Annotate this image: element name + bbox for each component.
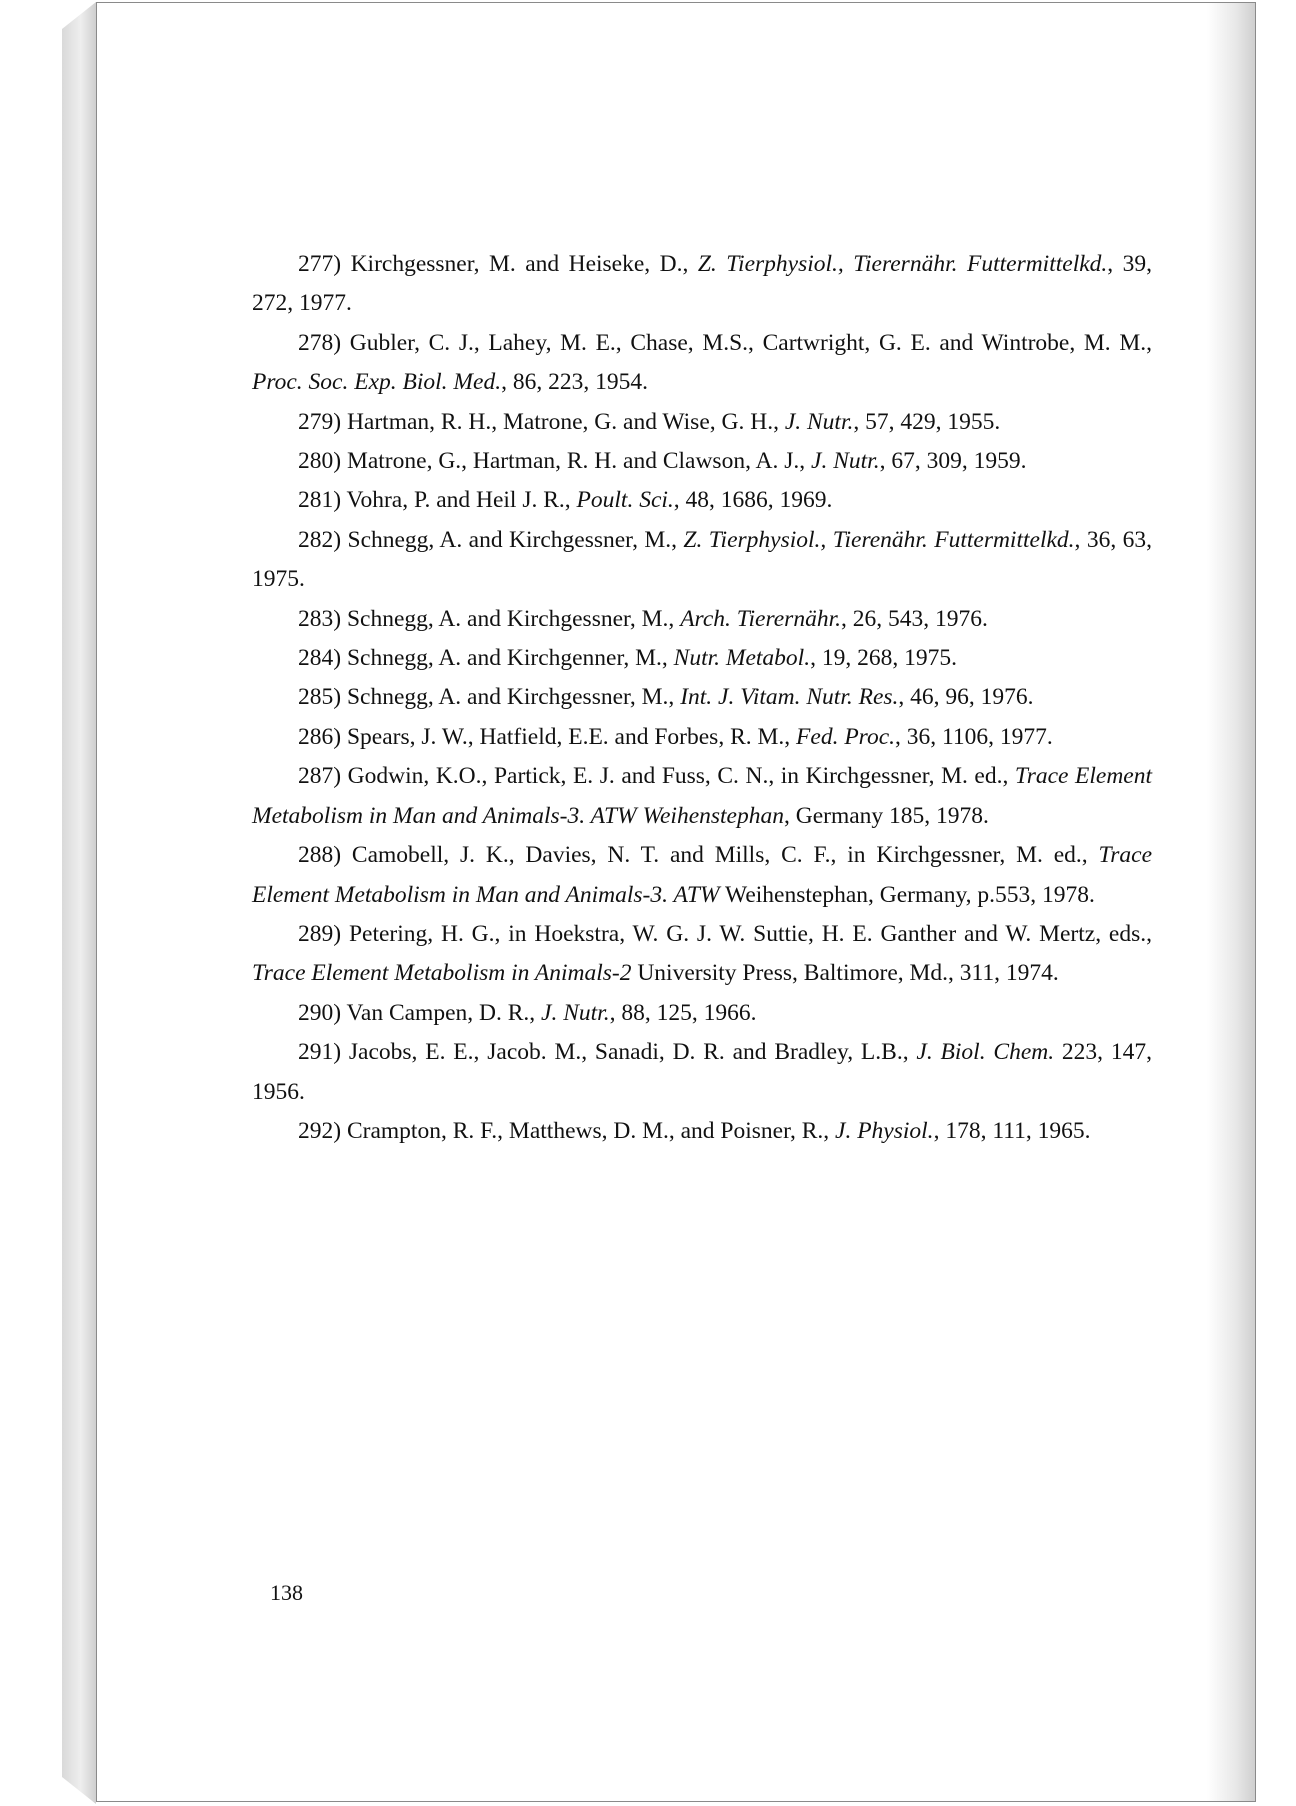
journal-title: Fed. Proc. — [796, 723, 895, 750]
reference-text: , 36, 63, 1975. — [252, 526, 1153, 593]
reference-text: Spears, J. W., Hatfield, E.E. and Forbes, R. M., — [346, 723, 797, 750]
reference-entry — [252, 915, 1152, 994]
journal-title: Trace Element Metabolism in Man and Animals-3. ATW Weihenstephan — [252, 763, 1153, 829]
journal-title: J. Physiol. — [835, 1117, 934, 1144]
reference-entry — [252, 757, 1152, 836]
reference-text: Schnegg, A. and Kirchgessner, M., — [347, 526, 684, 553]
reference-text: , 67, 309, 1959. — [879, 448, 1027, 475]
reference-text: Kirchgessner, M. and Heiseke, D., — [350, 251, 698, 277]
journal-title: Proc. Soc. Exp. Biol. Med. — [252, 369, 502, 396]
reference-text: Hartman, R. H., Matrone, G. and Wise, G. H., — [346, 408, 785, 435]
reference-text: , 86, 223, 1954. — [501, 369, 648, 396]
reference-text: Schnegg, A. and Kirchgessner, M., — [346, 684, 681, 711]
reference-text: Petering, H. G., in Hoekstra, W. G. J. W. Suttie, H. E. Ganther and W. Mertz, eds., — [348, 920, 1153, 947]
reference-text: , Germany 185, 1978. — [784, 802, 989, 829]
reference-number: 279) — [298, 408, 342, 435]
reference-text: , 39, 272, 1977. — [252, 251, 1153, 317]
reference-text: Vohra, P. and Heil J. R., — [346, 487, 577, 514]
reference-text: Matrone, G., Hartman, R. H. and Clawson, A. J., — [346, 448, 812, 475]
reference-number: 282) — [298, 526, 342, 553]
journal-title: J. Nutr. — [811, 448, 880, 475]
reference-entry — [252, 245, 1152, 324]
reference-text: , 19, 268, 1975. — [810, 645, 957, 672]
reference-list — [252, 245, 1152, 1151]
journal-title: Trace Element Metabolism in Animals-2 — [252, 960, 632, 987]
reference-text: , 88, 125, 1966. — [609, 999, 757, 1026]
reference-entry — [252, 678, 1152, 717]
reference-entry — [252, 600, 1152, 639]
journal-title: Arch. Tierernähr. — [680, 605, 841, 632]
journal-title: Trace Element Metabolism in Man and Animals-3. ATW — [252, 842, 1153, 908]
journal-title: Nutr. Metabol. — [673, 645, 811, 672]
journal-title: J. Nutr. — [541, 999, 610, 1026]
reference-number: 290) — [298, 999, 342, 1026]
reference-entry — [252, 994, 1152, 1033]
reference-number: 278) — [298, 329, 342, 356]
reference-number: 286) — [298, 723, 342, 750]
reference-text: Crampton, R. F., Matthews, D. M., and Poisner, R., — [346, 1117, 836, 1144]
reference-text: Godwin, K.O., Partick, E. J. and Fuss, C. N., in Kirchgessner, M. ed., — [347, 763, 1015, 790]
journal-title: Z. Tierphysiol., Tierernähr. Futtermittelkd. — [697, 251, 1108, 277]
reference-number: 289) — [298, 920, 342, 947]
reference-text: Gubler, C. J., Lahey, M. E., Chase, M.S., Cartwright, G. E. and Wintrobe, M. M., — [349, 329, 1152, 356]
reference-number: 283) — [298, 605, 342, 632]
reference-text: Weihenstephan, Germany, p.553, 1978. — [719, 881, 1095, 908]
book-spine-edge — [62, 2, 96, 1804]
reference-entry — [252, 403, 1152, 442]
journal-title: Z. Tierphysiol., Tierenähr. Futtermittelkd. — [683, 526, 1075, 553]
reference-text: Jacobs, E. E., Jacob. M., Sanadi, D. R. and Bradley, L.B., — [348, 1039, 917, 1066]
reference-entry — [252, 521, 1152, 600]
journal-title: J. Nutr. — [784, 408, 854, 435]
reference-entry — [252, 1112, 1152, 1151]
reference-number: 280) — [298, 448, 342, 475]
reference-number: 288) — [298, 842, 342, 869]
reference-text: , 46, 96, 1976. — [898, 684, 1034, 711]
reference-number: 277) — [298, 251, 342, 277]
reference-text: , 48, 1686, 1969. — [673, 487, 833, 514]
reference-entry — [252, 324, 1152, 403]
reference-entry — [252, 442, 1152, 481]
reference-text: , 178, 111, 1965. — [933, 1117, 1091, 1144]
reference-entry — [252, 639, 1152, 678]
page-number: 138 — [270, 1580, 303, 1605]
reference-text: Camobell, J. K., Davies, N. T. and Mills, C. F., in Kirchgessner, M. ed., — [351, 842, 1099, 869]
reference-text: 223, 147, 1956. — [252, 1039, 1153, 1105]
reference-text: , 26, 543, 1976. — [841, 605, 988, 632]
reference-number: 292) — [298, 1117, 342, 1144]
reference-text: Schnegg, A. and Kirchgenner, M., — [346, 645, 674, 672]
reference-text: , 36, 1106, 1977. — [895, 723, 1053, 750]
reference-number: 285) — [298, 684, 342, 711]
reference-entry — [252, 718, 1152, 757]
reference-text: University Press, Baltimore, Md., 311, 1974. — [631, 960, 1059, 987]
reference-entry — [252, 481, 1152, 520]
journal-title: Poult. Sci. — [576, 487, 674, 514]
reference-text: Schnegg, A. and Kirchgessner, M., — [346, 605, 681, 632]
reference-text: , 57, 429, 1955. — [853, 408, 1001, 435]
journal-title: J. Biol. Chem. — [916, 1039, 1055, 1066]
reference-entry — [252, 836, 1152, 915]
reference-number: 287) — [298, 763, 342, 790]
page-shadow — [1207, 3, 1255, 1801]
reference-number: 281) — [298, 487, 342, 514]
reference-text: Van Campen, D. R., — [346, 999, 542, 1026]
journal-title: Int. J. Vitam. Nutr. Res. — [680, 684, 899, 711]
reference-entry — [252, 1033, 1152, 1112]
reference-number: 291) — [298, 1039, 342, 1066]
reference-number: 284) — [298, 645, 342, 672]
